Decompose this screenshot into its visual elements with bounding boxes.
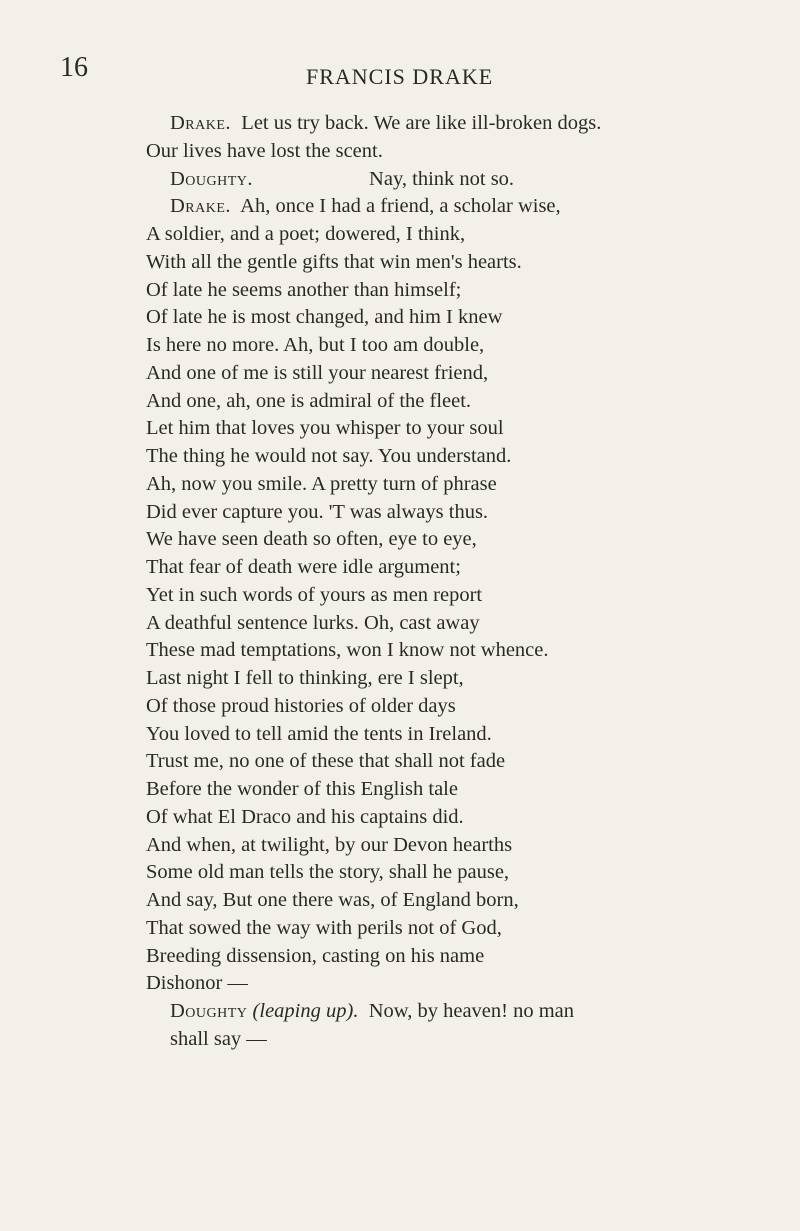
verse-line: Last night I fell to thinking, ere I slept, [146,667,464,689]
verse-line: Did ever capture you. 'T was always thus. [146,500,489,523]
speech-line [146,110,766,138]
verse-line: And one, ah, one is admiral of the fleet. [146,389,472,412]
page-number: 16 [60,52,88,83]
verse-line: Dishonor — [146,972,248,995]
speech-line [146,998,766,1026]
verse-line: shall say — [170,1027,267,1050]
verse-line: We have seen death so often, eye to eye, [146,528,477,551]
verse-line: Trust me, no one of these that shall not fade [146,750,506,773]
verse-line: Let us try back. We are like ill-broken dogs. [241,112,602,134]
verse-line: And one of me is still your nearest friend, [146,361,489,384]
verse-line: The thing he would not say. You understand. [146,445,512,467]
verse-line: Ah, now you smile. A pretty turn of phrase [146,472,497,495]
verse-line: A soldier, and a poet; dowered, I think, [146,223,466,245]
verse-line: Let him that loves you whisper to your soul [146,417,504,440]
verse-text [146,110,766,1054]
verse-line: A deathful sentence lurks. Oh, cast away [146,611,480,634]
speaker-name: Doughty. [170,167,254,190]
verse-line: Of what El Draco and his captains did. [146,805,464,828]
verse-line: Our lives have lost the scent. [146,139,383,162]
running-head: FRANCIS DRAKE [306,64,494,89]
verse-line: Ah, once I had a friend, a scholar wise, [240,195,561,218]
speech-line [146,193,766,221]
verse-line: Of those proud histories of older days [146,694,456,717]
verse-line: That sowed the way with perils not of God, [146,916,502,939]
verse-line: These mad temptations, won I know not whence. [146,639,549,662]
verse-line: And say, But one there was, of England born, [146,889,519,911]
verse-line: Now, by heaven! no man [368,1000,575,1022]
speech-line [146,166,766,194]
verse-line: Of late he seems another than himself; [146,278,462,301]
verse-line: Yet in such words of yours as men report [146,583,483,606]
speaker-name: Drake. [170,112,232,134]
verse-line: That fear of death were idle argument; [146,556,461,578]
verse-line: Before the wonder of this English tale [146,778,458,800]
verse-line: Is here no more. Ah, but I too am double, [146,334,485,356]
verse-line: Some old man tells the story, shall he pause, [146,861,510,884]
verse-line: And when, at twilight, by our Devon hearths [146,833,513,856]
verse-line: Of late he is most changed, and him I knew [146,306,503,329]
verse-line: With all the gentle gifts that win men's hearts. [146,250,522,273]
verse-line: Breeding dissension, casting on his name [146,944,485,967]
verse-line: Nay, think not so. [369,167,515,190]
verse-line: You loved to tell amid the tents in Ireland. [146,722,492,745]
speaker-name: Drake. [170,195,232,218]
stage-direction: (leaping up). [252,1000,359,1022]
speaker-name: Doughty [170,1000,248,1022]
